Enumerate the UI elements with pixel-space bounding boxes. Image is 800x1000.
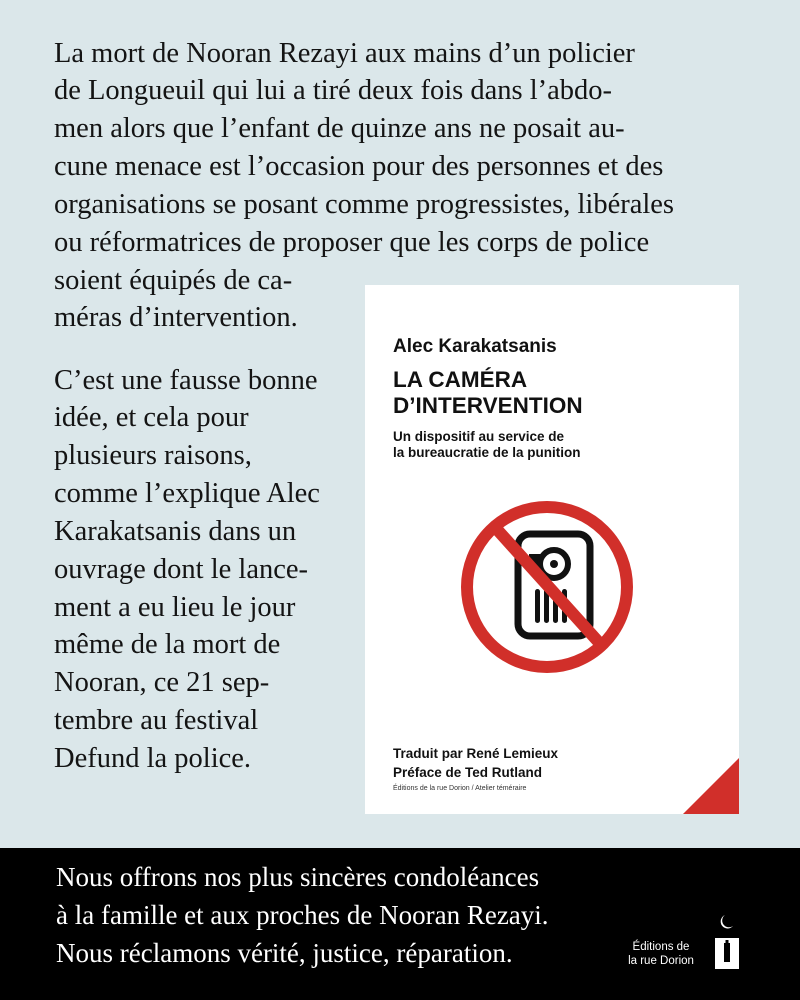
footer-line: Nous réclamons vérité, justice, réparation. (56, 938, 513, 968)
text-line: méras d’intervention. (54, 302, 298, 333)
publisher-logo-line: Éditions de (632, 941, 690, 953)
text-line: La mort de Nooran Rezayi aux mains d’un policier (54, 38, 635, 69)
publisher-logo-text (618, 940, 704, 968)
book-subtitle-line: Un dispositif au service de (393, 429, 565, 444)
book-author: Alec Karakatsanis (393, 336, 557, 357)
footer-banner (0, 848, 800, 1000)
book-preface: Préface de Ted Rutland (393, 765, 543, 780)
publisher-logo-line: la rue Dorion (628, 955, 694, 967)
footer-line: à la famille et aux proches de Nooran Rezayi. (56, 900, 549, 930)
street-lamp-logo-icon (712, 912, 742, 972)
text-line: Nooran, ce 21 sep- (54, 667, 270, 698)
text-line: de Longueuil qui lui a tiré deux fois dans l’abdo- (54, 75, 612, 106)
text-line: même de la mort de (54, 629, 281, 660)
book-subtitle (393, 429, 581, 461)
text-line: tembre au festival (54, 705, 259, 736)
text-line: organisations se posant comme progressistes, libérales (54, 189, 675, 220)
text-line: Karakatsanis dans un (54, 516, 297, 547)
text-line: soient équipés de ca- (54, 265, 293, 296)
text-line: Defund la police. (54, 743, 252, 774)
no-camera-icon (457, 497, 637, 677)
text-line: comme l’explique Alec (54, 478, 320, 509)
book-cover (365, 285, 739, 814)
text-line: ou réformatrices de proposer que les corps de police (54, 227, 650, 258)
book-subtitle-line: la bureaucratie de la punition (393, 445, 581, 460)
text-line: cune menace est l’occasion pour des personnes et des (54, 151, 664, 182)
text-line: C’est une fausse bonne (54, 365, 318, 396)
book-title-line: D’INTERVENTION (393, 393, 583, 418)
text-line: ouvrage dont le lance- (54, 554, 309, 585)
footer-line: Nous offrons nos plus sincères condoléances (56, 862, 540, 892)
book-translator: Traduit par René Lemieux (393, 746, 559, 761)
text-line: men alors que l’enfant de quinze ans ne posait au- (54, 113, 625, 144)
text-line: plusieurs raisons, (54, 440, 252, 471)
book-title-line: LA CAMÉRA (393, 367, 528, 392)
text-line: idée, et cela pour (54, 402, 249, 433)
book-publisher: Éditions de la rue Dorion / Atelier téméraire (393, 785, 527, 792)
book-title (393, 367, 583, 419)
text-line: ment a eu lieu le jour (54, 592, 296, 623)
cover-corner-triangle (683, 758, 739, 814)
